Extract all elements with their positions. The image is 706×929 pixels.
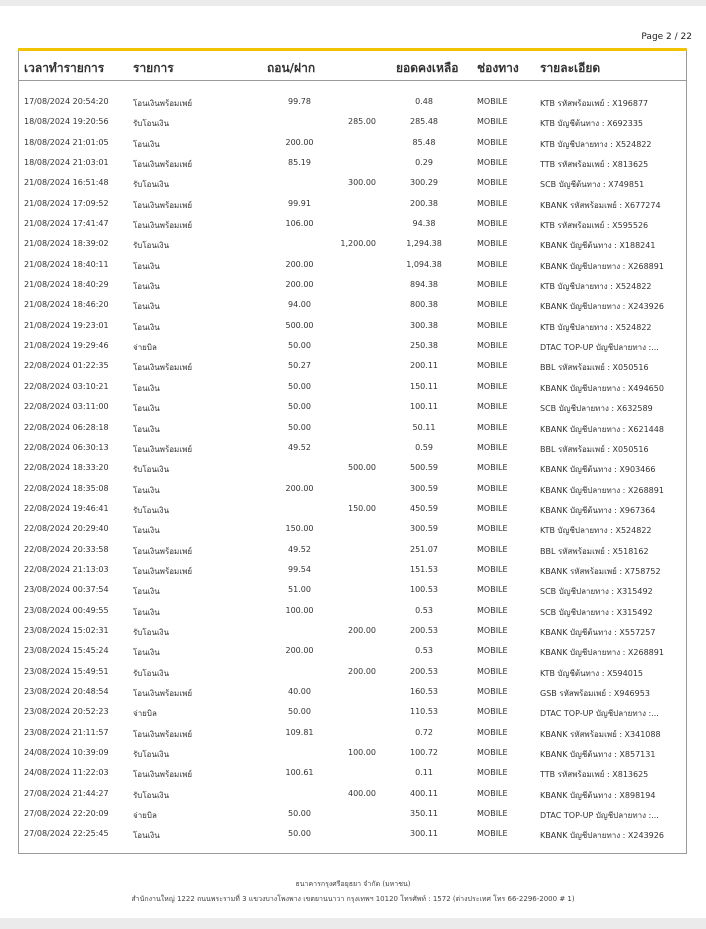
row-time: 22/08/2024 06:28:18: [24, 422, 109, 432]
table-row: [18, 763, 687, 783]
row-balance: 1,094.38: [406, 259, 442, 269]
header-balance: ยอดคงเหลือ: [396, 61, 459, 75]
table-row: [18, 743, 687, 763]
row-type: โอนเงิน: [133, 485, 160, 495]
row-type: โอนเงิน: [133, 404, 160, 414]
table-header: [18, 51, 687, 81]
row-withdraw: 40.00: [288, 686, 311, 696]
row-details: KBANK บัญชีปลายทาง : X268891: [540, 485, 664, 495]
row-deposit: 200.00: [348, 666, 376, 676]
row-balance: 300.59: [410, 524, 438, 534]
row-time: 21/08/2024 18:39:02: [24, 239, 109, 249]
row-type: รับโอนเงิน: [133, 180, 170, 190]
row-deposit: 1,200.00: [340, 239, 376, 249]
row-details: KBANK บัญชีปลายทาง : X243926: [540, 302, 664, 312]
row-time: 18/08/2024 21:03:01: [24, 158, 109, 168]
row-withdraw: 500.00: [285, 320, 314, 330]
row-time: 23/08/2024 15:49:51: [24, 666, 109, 676]
row-time: 22/08/2024 03:11:00: [24, 402, 109, 412]
row-channel: MOBILE: [477, 178, 508, 188]
row-balance: 1,294.38: [406, 239, 442, 249]
row-type: จ่ายบิล: [133, 811, 157, 821]
row-type: โอนเงินพร้อมเพย์: [133, 770, 193, 780]
row-balance: 151.53: [410, 564, 438, 574]
row-details: KBANK รหัสพร้อมเพย์ : X758752: [540, 566, 661, 576]
row-details: TTB รหัสพร้อมเพย์ : X813625: [540, 160, 649, 170]
row-details: SCB บัญชีต้นทาง : X749851: [540, 180, 645, 190]
row-details: DTAC TOP-UP บัญชีปลายทาง :...: [540, 811, 659, 821]
row-time: 18/08/2024 19:20:56: [24, 117, 109, 127]
row-type: โอนเงินพร้อมเพย์: [133, 546, 193, 556]
row-time: 24/08/2024 11:22:03: [24, 768, 109, 778]
row-details: KBANK รหัสพร้อมเพย์ : X341088: [540, 729, 661, 739]
row-channel: MOBILE: [477, 239, 508, 249]
footer-address: สำนักงานใหญ่ 1222 ถนนพระรามที่ 3 แขวงบางโพงพาง เขตยานนาวา กรุงเทพฯ 10120 โทรศัพท์ : 1572 (ต่างประเทศ โทร 66-2296-2000 # 1): [131, 895, 575, 903]
row-withdraw: 100.61: [285, 768, 314, 778]
row-balance: 800.38: [410, 300, 438, 310]
table-row: [18, 499, 687, 519]
table-row: [18, 397, 687, 417]
row-type: รับโอนเงิน: [133, 465, 170, 475]
row-withdraw: 106.00: [285, 219, 314, 229]
table-row: [18, 641, 687, 661]
row-details: DTAC TOP-UP บัญชีปลายทาง :...: [540, 709, 659, 719]
row-channel: MOBILE: [477, 666, 508, 676]
row-time: 22/08/2024 18:33:20: [24, 463, 109, 473]
row-type: โอนเงิน: [133, 648, 160, 658]
row-details: KBANK บัญชีต้นทาง : X188241: [540, 241, 656, 251]
row-details: KBANK บัญชีต้นทาง : X967364: [540, 505, 656, 515]
row-withdraw: 49.52: [288, 442, 311, 452]
row-withdraw: 50.00: [288, 422, 311, 432]
row-type: โอนเงินพร้อมเพย์: [133, 221, 193, 231]
table-row: [18, 723, 687, 743]
table-row: [18, 255, 687, 275]
row-withdraw: 51.00: [288, 585, 311, 595]
row-channel: MOBILE: [477, 686, 508, 696]
row-withdraw: 200.00: [285, 483, 314, 493]
row-balance: 0.72: [415, 727, 433, 737]
row-balance: 894.38: [410, 280, 438, 290]
row-balance: 300.29: [410, 178, 438, 188]
row-channel: MOBILE: [477, 625, 508, 635]
table-row: [18, 804, 687, 824]
table-row: [18, 824, 687, 844]
row-type: โอนเงิน: [133, 302, 160, 312]
row-details: KBANK รหัสพร้อมเพย์ : X677274: [540, 200, 661, 210]
row-balance: 0.29: [415, 158, 433, 168]
row-time: 22/08/2024 20:29:40: [24, 524, 109, 534]
row-balance: 0.11: [415, 768, 433, 778]
row-details: SCB บัญชีปลายทาง : X315492: [540, 587, 653, 597]
row-balance: 200.53: [410, 625, 438, 635]
row-withdraw: 85.19: [288, 158, 311, 168]
row-details: KBANK บัญชีปลายทาง : X243926: [540, 831, 664, 841]
row-balance: 450.59: [410, 503, 438, 513]
header-withdraw-deposit: ถอน/ฝาก: [267, 61, 316, 75]
table-row: [18, 702, 687, 722]
row-withdraw: 99.54: [288, 564, 311, 574]
row-balance: 0.53: [415, 605, 433, 615]
row-balance: 0.59: [415, 442, 433, 452]
row-time: 17/08/2024 20:54:20: [24, 97, 109, 106]
row-type: จ่ายบิล: [133, 709, 157, 719]
row-balance: 0.48: [415, 97, 433, 106]
row-details: GSB รหัสพร้อมเพย์ : X946953: [540, 688, 650, 698]
table-row: [18, 377, 687, 397]
row-channel: MOBILE: [477, 829, 508, 839]
table-row: [18, 580, 687, 600]
row-balance: 0.53: [415, 646, 433, 656]
row-time: 23/08/2024 15:45:24: [24, 646, 109, 656]
table-row: [18, 316, 687, 336]
row-type: โอนเงิน: [133, 424, 160, 434]
row-details: TTB รหัสพร้อมเพย์ : X813625: [540, 770, 649, 780]
row-details: DTAC TOP-UP บัญชีปลายทาง :...: [540, 343, 659, 353]
row-details: KBANK บัญชีต้นทาง : X898194: [540, 790, 656, 800]
row-type: โอนเงิน: [133, 383, 160, 393]
row-time: 23/08/2024 00:37:54: [24, 585, 109, 595]
row-deposit: 400.00: [348, 788, 376, 798]
row-channel: MOBILE: [477, 280, 508, 290]
row-time: 22/08/2024 19:46:41: [24, 503, 109, 513]
row-channel: MOBILE: [477, 219, 508, 229]
row-time: 22/08/2024 01:22:35: [24, 361, 109, 371]
row-details: SCB บัญชีปลายทาง : X632589: [540, 404, 653, 414]
row-time: 21/08/2024 17:41:47: [24, 219, 109, 229]
row-type: โอนเงิน: [133, 587, 160, 597]
transaction-list: [18, 92, 687, 845]
table-row: [18, 194, 687, 214]
row-channel: MOBILE: [477, 381, 508, 391]
table-row: [18, 418, 687, 438]
table-row: [18, 153, 687, 173]
row-balance: 500.59: [410, 463, 438, 473]
table-row: [18, 356, 687, 376]
row-time: 21/08/2024 18:46:20: [24, 300, 109, 310]
table-row: [18, 682, 687, 702]
row-time: 21/08/2024 16:51:48: [24, 178, 109, 188]
row-balance: 85.48: [412, 137, 436, 147]
row-withdraw: 200.00: [285, 259, 314, 269]
row-deposit: 300.00: [348, 178, 376, 188]
row-channel: MOBILE: [477, 259, 508, 269]
row-type: โอนเงินพร้อมเพย์: [133, 200, 193, 210]
row-type: โอนเงินพร้อมเพย์: [133, 688, 193, 698]
row-balance: 250.38: [410, 341, 438, 351]
row-time: 27/08/2024 21:44:27: [24, 788, 109, 798]
row-balance: 150.11: [410, 381, 438, 391]
row-withdraw: 200.00: [285, 646, 314, 656]
row-withdraw: 50.00: [288, 809, 311, 819]
row-type: โอนเงินพร้อมเพย์: [133, 444, 193, 454]
row-time: 22/08/2024 21:13:03: [24, 564, 109, 574]
row-time: 23/08/2024 00:49:55: [24, 605, 109, 615]
table-row: [18, 540, 687, 560]
row-withdraw: 99.78: [288, 97, 311, 106]
row-type: โอนเงิน: [133, 607, 160, 617]
row-details: KBANK บัญชีปลายทาง : X268891: [540, 648, 664, 658]
row-time: 23/08/2024 15:02:31: [24, 625, 109, 635]
row-channel: MOBILE: [477, 707, 508, 717]
table-row: [18, 784, 687, 804]
row-channel: MOBILE: [477, 117, 508, 127]
row-withdraw: 49.52: [288, 544, 311, 554]
row-type: โอนเงิน: [133, 526, 160, 536]
table-row: [18, 295, 687, 315]
row-details: KTB บัญชีต้นทาง : X594015: [540, 668, 644, 678]
row-time: 23/08/2024 20:48:54: [24, 686, 109, 696]
row-type: โอนเงินพร้อมเพย์: [133, 160, 193, 170]
row-withdraw: 50.00: [288, 381, 311, 391]
table-row: [18, 621, 687, 641]
row-withdraw: 109.81: [285, 727, 314, 737]
row-withdraw: 50.00: [288, 707, 311, 717]
row-type: โอนเงิน: [133, 831, 160, 841]
row-channel: MOBILE: [477, 463, 508, 473]
row-time: 24/08/2024 10:39:09: [24, 748, 109, 757]
row-balance: 300.11: [410, 829, 438, 839]
row-type: โอนเงินพร้อมเพย์: [133, 99, 193, 108]
row-details: KTB บัญชีต้นทาง : X692335: [540, 119, 644, 129]
row-balance: 100.72: [410, 748, 438, 757]
table-row: [18, 173, 687, 193]
table-row: [18, 519, 687, 539]
table-row: [18, 662, 687, 682]
row-type: รับโอนเงิน: [133, 627, 170, 637]
row-type: โอนเงิน: [133, 282, 160, 292]
row-type: โอนเงิน: [133, 261, 160, 271]
row-details: KTB รหัสพร้อมเพย์ : X196877: [540, 99, 649, 108]
row-details: KTB บัญชีปลายทาง : X524822: [540, 322, 652, 332]
row-withdraw: 50.00: [288, 402, 311, 412]
row-time: 18/08/2024 21:01:05: [24, 137, 109, 147]
row-time: 22/08/2024 18:35:08: [24, 483, 109, 493]
row-details: BBL รหัสพร้อมเพย์ : X050516: [540, 363, 649, 373]
row-details: KBANK บัญชีต้นทาง : X557257: [540, 627, 656, 637]
row-channel: MOBILE: [477, 748, 508, 757]
row-deposit: 150.00: [348, 503, 376, 513]
row-details: KTB บัญชีปลายทาง : X524822: [540, 139, 652, 149]
row-details: KBANK บัญชีปลายทาง : X494650: [540, 383, 664, 393]
row-details: KBANK บัญชีต้นทาง : X903466: [540, 465, 656, 475]
row-channel: MOBILE: [477, 768, 508, 778]
row-time: 23/08/2024 20:52:23: [24, 707, 109, 717]
row-withdraw: 94.00: [288, 300, 311, 310]
row-time: 21/08/2024 18:40:29: [24, 280, 109, 290]
row-channel: MOBILE: [477, 158, 508, 168]
header-type: รายการ: [133, 61, 174, 75]
row-type: โอนเงิน: [133, 139, 160, 149]
row-time: 21/08/2024 19:23:01: [24, 320, 109, 330]
row-balance: 300.38: [410, 320, 438, 330]
row-deposit: 285.00: [348, 117, 376, 127]
row-type: รับโอนเงิน: [133, 505, 170, 515]
row-balance: 350.11: [410, 809, 438, 819]
row-channel: MOBILE: [477, 564, 508, 574]
row-type: โอนเงินพร้อมเพย์: [133, 729, 193, 739]
table-row: [18, 133, 687, 153]
row-channel: MOBILE: [477, 788, 508, 798]
row-channel: MOBILE: [477, 300, 508, 310]
row-balance: 400.11: [410, 788, 438, 798]
row-balance: 100.11: [410, 402, 438, 412]
row-details: BBL รหัสพร้อมเพย์ : X518162: [540, 546, 649, 556]
row-channel: MOBILE: [477, 483, 508, 493]
row-balance: 251.07: [410, 544, 438, 554]
row-time: 21/08/2024 17:09:52: [24, 198, 109, 208]
row-type: จ่ายบิล: [133, 343, 157, 353]
row-channel: MOBILE: [477, 585, 508, 595]
table-row: [18, 92, 687, 112]
row-type: รับโอนเงิน: [133, 750, 170, 759]
row-deposit: 200.00: [348, 625, 376, 635]
row-details: KTB บัญชีปลายทาง : X524822: [540, 526, 652, 536]
row-channel: MOBILE: [477, 809, 508, 819]
table-row: [18, 275, 687, 295]
row-details: KBANK บัญชีต้นทาง : X857131: [540, 750, 656, 759]
table-row: [18, 601, 687, 621]
row-channel: MOBILE: [477, 605, 508, 615]
table-row: [18, 479, 687, 499]
row-channel: MOBILE: [477, 422, 508, 432]
row-type: รับโอนเงิน: [133, 790, 170, 800]
row-type: รับโอนเงิน: [133, 668, 170, 678]
row-withdraw: 99.91: [288, 198, 311, 208]
row-details: KBANK บัญชีปลายทาง : X621448: [540, 424, 664, 434]
row-type: รับโอนเงิน: [133, 119, 170, 129]
row-type: โอนเงินพร้อมเพย์: [133, 363, 193, 373]
table-row: [18, 234, 687, 254]
row-channel: MOBILE: [477, 727, 508, 737]
row-channel: MOBILE: [477, 503, 508, 513]
table-row: [18, 458, 687, 478]
row-balance: 160.53: [410, 686, 438, 696]
row-time: 21/08/2024 19:29:46: [24, 341, 109, 351]
row-withdraw: 200.00: [285, 280, 314, 290]
header-time: เวลาทำรายการ: [24, 61, 105, 75]
row-balance: 200.38: [410, 198, 438, 208]
row-time: 27/08/2024 22:20:09: [24, 809, 109, 819]
table-row: [18, 560, 687, 580]
row-channel: MOBILE: [477, 442, 508, 452]
row-details: KTB บัญชีปลายทาง : X524822: [540, 282, 652, 292]
table-row: [18, 112, 687, 132]
row-balance: 300.59: [410, 483, 438, 493]
row-details: KTB รหัสพร้อมเพย์ : X595526: [540, 221, 649, 231]
row-withdraw: 200.00: [285, 137, 314, 147]
row-channel: MOBILE: [477, 544, 508, 554]
row-balance: 94.38: [412, 219, 436, 229]
row-withdraw: 100.00: [285, 605, 314, 615]
header-channel: ช่องทาง: [477, 61, 519, 75]
row-time: 22/08/2024 03:10:21: [24, 381, 109, 391]
page-number: Page 2 / 22: [641, 32, 692, 42]
row-channel: MOBILE: [477, 646, 508, 656]
table-row: [18, 214, 687, 234]
row-time: 22/08/2024 20:33:58: [24, 544, 109, 554]
row-details: SCB บัญชีปลายทาง : X315492: [540, 607, 653, 617]
row-balance: 110.53: [410, 707, 438, 717]
row-balance: 200.53: [410, 666, 438, 676]
row-channel: MOBILE: [477, 198, 508, 208]
row-details: KBANK บัญชีปลายทาง : X268891: [540, 261, 664, 271]
row-type: รับโอนเงิน: [133, 241, 170, 251]
table-row: [18, 438, 687, 458]
row-channel: MOBILE: [477, 524, 508, 534]
table-row: [18, 336, 687, 356]
row-balance: 100.53: [410, 585, 438, 595]
row-channel: MOBILE: [477, 320, 508, 330]
row-withdraw: 50.00: [288, 829, 311, 839]
row-balance: 50.11: [412, 422, 436, 432]
row-channel: MOBILE: [477, 137, 508, 147]
row-balance: 285.48: [410, 117, 438, 127]
row-details: BBL รหัสพร้อมเพย์ : X050516: [540, 444, 649, 454]
row-time: 27/08/2024 22:25:45: [24, 829, 109, 839]
header-details: รายละเอียด: [540, 61, 601, 75]
row-withdraw: 150.00: [285, 524, 314, 534]
row-withdraw: 50.00: [288, 341, 311, 351]
footer-bank-name: ธนาคารกรุงศรีอยุธยา จำกัด (มหาชน): [295, 880, 411, 888]
row-time: 22/08/2024 06:30:13: [24, 442, 109, 452]
row-deposit: 500.00: [348, 463, 376, 473]
row-channel: MOBILE: [477, 341, 508, 351]
row-time: 21/08/2024 18:40:11: [24, 259, 109, 269]
row-channel: MOBILE: [477, 361, 508, 371]
row-type: โอนเงินพร้อมเพย์: [133, 566, 193, 576]
row-deposit: 100.00: [348, 748, 376, 757]
row-type: โอนเงิน: [133, 322, 160, 332]
row-balance: 200.11: [410, 361, 438, 371]
row-channel: MOBILE: [477, 402, 508, 412]
row-time: 23/08/2024 21:11:57: [24, 727, 109, 737]
row-withdraw: 50.27: [288, 361, 311, 371]
row-channel: MOBILE: [477, 97, 508, 106]
